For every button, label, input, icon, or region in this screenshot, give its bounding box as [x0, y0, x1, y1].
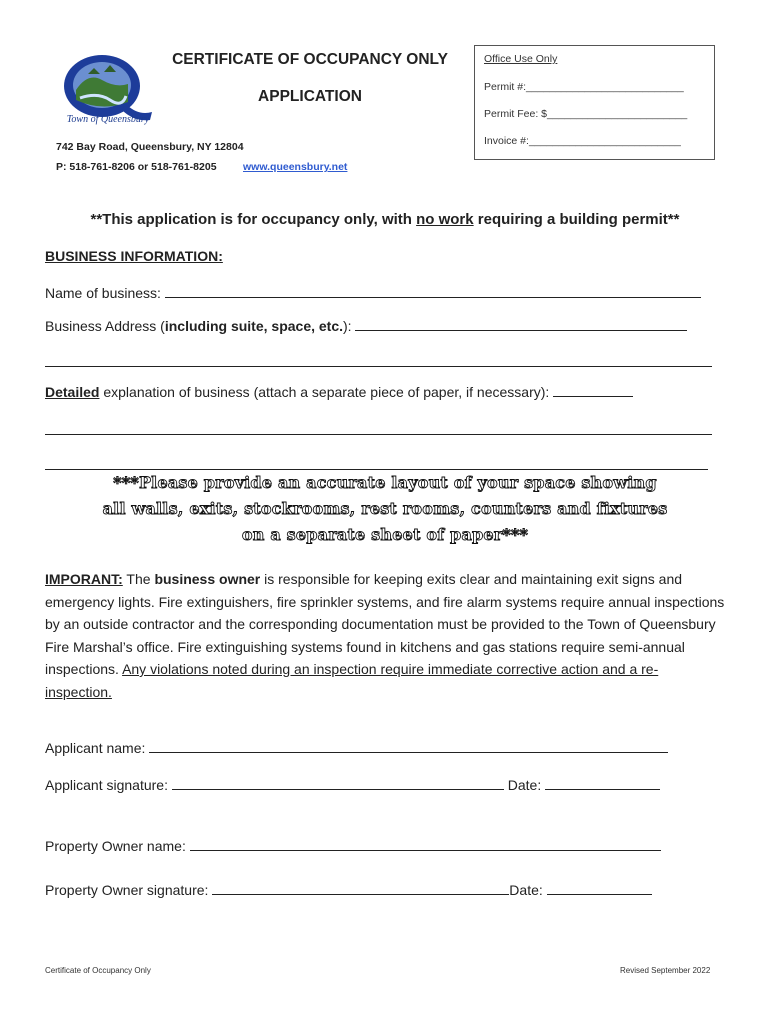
- invoice-number-blank: __________________________: [528, 135, 681, 147]
- notice-prefix: **This application is for occupancy only, with: [90, 211, 417, 228]
- permit-number-field[interactable]: [484, 81, 684, 93]
- important-violations-note: Any violations noted during an inspection require immediate corrective action and a re-inspection.: [45, 661, 659, 700]
- office-address: 742 Bay Road, Queensbury, NY 12804: [56, 141, 244, 153]
- form-subtitle: APPLICATION: [258, 88, 362, 105]
- layout-note-line-2: all walls, exits, stockrooms, rest rooms, counters and fixtures: [102, 499, 668, 518]
- business-address-label-prefix: Business Address (: [45, 318, 165, 334]
- owner-name-input[interactable]: [190, 838, 661, 851]
- owner-signature-input[interactable]: [212, 882, 509, 895]
- website-link[interactable]: www.queensbury.net: [243, 161, 348, 173]
- layout-note-line-1: ***Please provide an accurate layout of your space showing: [113, 473, 657, 492]
- business-name-input[interactable]: [165, 285, 701, 298]
- invoice-number-field[interactable]: [484, 135, 681, 147]
- office-use-title: Office Use Only: [484, 53, 558, 65]
- office-phone: P: 518-761-8206 or 518-761-8205: [56, 161, 217, 173]
- owner-name-row: [45, 838, 661, 854]
- applicant-date-label: Date:: [503, 777, 546, 793]
- business-address-line-2[interactable]: [45, 366, 712, 367]
- invoice-number-label: Invoice #:: [484, 135, 529, 147]
- business-explanation-row: [45, 384, 633, 400]
- form-title: CERTIFICATE OF OCCUPANCY ONLY: [172, 51, 448, 68]
- important-bold: business owner: [154, 571, 261, 587]
- business-name-label: Name of business:: [45, 285, 165, 301]
- notice-emphasis: no work: [416, 211, 474, 228]
- owner-signature-row: [45, 882, 652, 898]
- permit-fee-field[interactable]: [484, 108, 687, 120]
- notice-suffix: requiring a building permit**: [473, 211, 680, 228]
- business-address-row: [45, 318, 687, 334]
- permit-number-blank: ___________________________: [526, 81, 684, 93]
- owner-signature-label: Property Owner signature:: [45, 882, 213, 898]
- business-info-heading: BUSINESS INFORMATION:: [45, 248, 223, 264]
- applicant-signature-label: Applicant signature:: [45, 777, 172, 793]
- layout-requirement-note: [30, 470, 740, 548]
- owner-date-input[interactable]: [547, 882, 652, 895]
- important-text-2: is responsible for keeping exits clear and maintaining exit signs and emergency lights. Fire extinguishers, fire sprinkler systems, and fire alarm systems require annual inspections by an outside contractor and the corresponding documentation must be provided to the Town of Queensbury Fire Marshal’s office. Fire extinguishing systems found in kitchens and gas stations require semi-annual inspections.: [45, 571, 725, 677]
- business-address-input[interactable]: [355, 318, 687, 331]
- footer-revision: Revised September 2022: [620, 966, 711, 975]
- important-paragraph: [45, 568, 725, 703]
- footer-form-name: Certificate of Occupancy Only: [45, 966, 151, 975]
- business-name-row: [45, 285, 701, 301]
- applicant-signature-input[interactable]: [172, 777, 504, 790]
- important-text-1: The: [122, 571, 155, 587]
- applicant-name-row: [45, 740, 668, 756]
- owner-name-label: Property Owner name:: [45, 838, 190, 854]
- business-address-label-bold: including suite, space, etc.: [164, 318, 344, 334]
- applicant-name-input[interactable]: [149, 740, 668, 753]
- applicant-date-input[interactable]: [545, 777, 660, 790]
- business-address-label-suffix: ):: [343, 318, 356, 334]
- permit-fee-label: Permit Fee: $: [484, 108, 548, 120]
- permit-number-label: Permit #:: [484, 81, 527, 93]
- applicant-signature-row: [45, 777, 660, 793]
- logo-caption: Town of Queensbury: [66, 114, 150, 125]
- permit-fee-blank: ________________________: [547, 108, 688, 120]
- occupancy-notice: [20, 211, 750, 228]
- layout-note-line-3: on a separate sheet of paper***: [241, 525, 529, 544]
- owner-date-label: Date:: [509, 882, 547, 898]
- business-explanation-input[interactable]: [553, 384, 633, 397]
- important-label: IMPORANT:: [45, 571, 123, 587]
- business-explanation-label-emphasis: Detailed: [45, 384, 100, 400]
- applicant-name-label: Applicant name:: [45, 740, 150, 756]
- business-explanation-label: explanation of business (attach a separate piece of paper, if necessary):: [99, 384, 554, 400]
- business-explanation-line-2[interactable]: [45, 434, 712, 435]
